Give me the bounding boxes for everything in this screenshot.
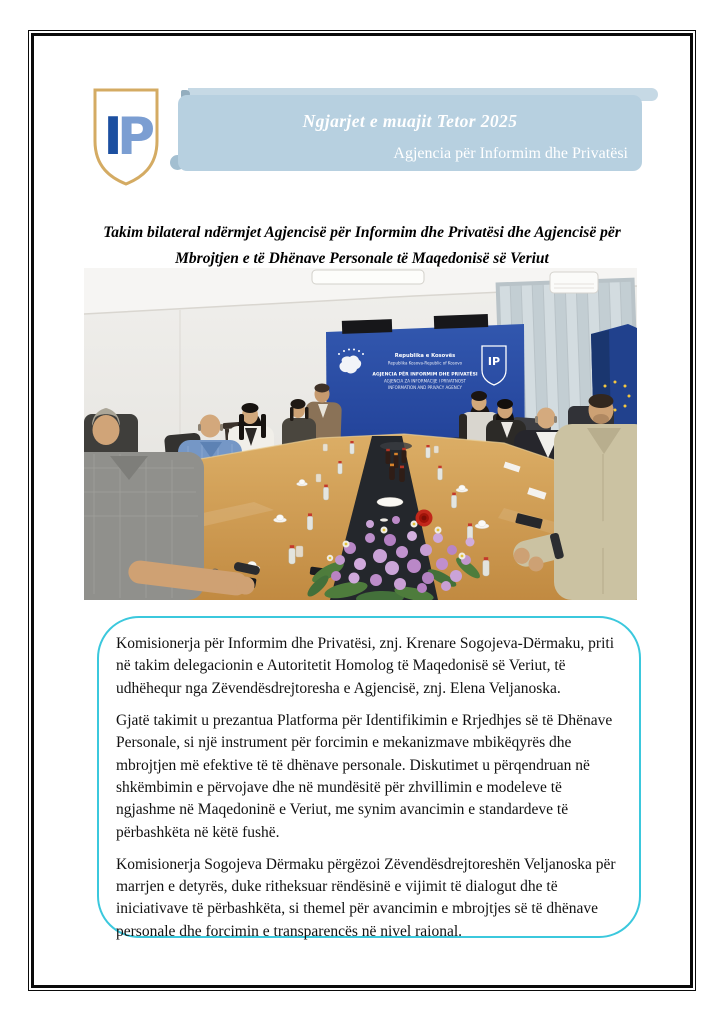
article-paragraph-1: Komisionerja për Informim dhe Privatësi, znj. Krenare Sogojeva-Dërmaku, priti në takim delegacionin e Autoritetit Homolog të Maqedonisë së Veriut, të udhëhequr nga Zëvendësdrejtoresha e Agjencisë, znj. Elena Veljanoska. (116, 635, 615, 697)
agency-name: Agjencia për Informim dhe Privatësi (393, 145, 628, 162)
article-title-line2: Mbrojtjen e të Dhënave Personale të Maqedonisë së Veriut (175, 249, 549, 267)
red-rose (416, 510, 433, 527)
article-paragraph-2: Gjatë takimit u prezantua Platforma për Identifikimin e Rrjedhjes së të Dhënave Personale, si një instrument për forcimin e mekanizmave mbikëqyrës dhe mbrojtjen më efektive të të dhënave personale. Diskutimet u përqendruan në shkëmbimin e përvojave dhe në mundësitë për zhvillimin e modeleve të ngjashme në Maqedoninë e Veriut, me synim avancimin e standardeve të përbashkëta në këtë fushë. (116, 711, 613, 841)
logo-letter-i: I (103, 107, 123, 167)
meeting-photo (84, 268, 637, 600)
small-ring (380, 518, 388, 521)
newsletter-banner (170, 88, 662, 174)
backdrop-shield-text: IP (487, 355, 501, 368)
ac-unit (550, 272, 598, 293)
ceiling-light (312, 270, 424, 284)
backdrop-line3: AGJENCIA PËR INFORMIM DHE PRIVATËSI (372, 372, 478, 378)
backdrop-line5: INFORMATION AND PRIVACY AGENCY (388, 385, 462, 390)
article-title (80, 220, 644, 271)
article-title-line1: Takim bilateral ndërmjet Agjencisë për Informim dhe Privatësi dhe Agjencisë për (103, 224, 621, 241)
speaker-right (434, 314, 488, 329)
newsletter-title: Ngjarjet e muajit Tetor 2025 (302, 111, 518, 131)
article-paragraph-3: Komisionerja Sogojeva Dërmaku përgëzoi Zëvendësdrejtoreshën Veljanoska për marrjen e detyrës, duke ritheksuar rëndësinë e vijimit të dialogut dhe të iniciativave të përbashkëta, si themel për avancimin e mbrojtjes së të dhënave personale dhe forcimin e transparencës në nivel raional. (116, 855, 616, 940)
agency-shield-logo (86, 84, 166, 190)
backdrop-line4: AGJENCIA ZA INFORMACIJE I PRIVATNOST (384, 378, 466, 384)
article-body-box (97, 616, 641, 938)
snack-dish (377, 498, 403, 507)
logo-letter-p: P (116, 107, 156, 167)
banner-body (178, 95, 642, 171)
speaker-left (342, 319, 392, 334)
backdrop-line1: Republika e Kosovës (394, 353, 456, 359)
backdrop-line2: Republika Kosova-Republic of Kosovo (387, 360, 463, 366)
